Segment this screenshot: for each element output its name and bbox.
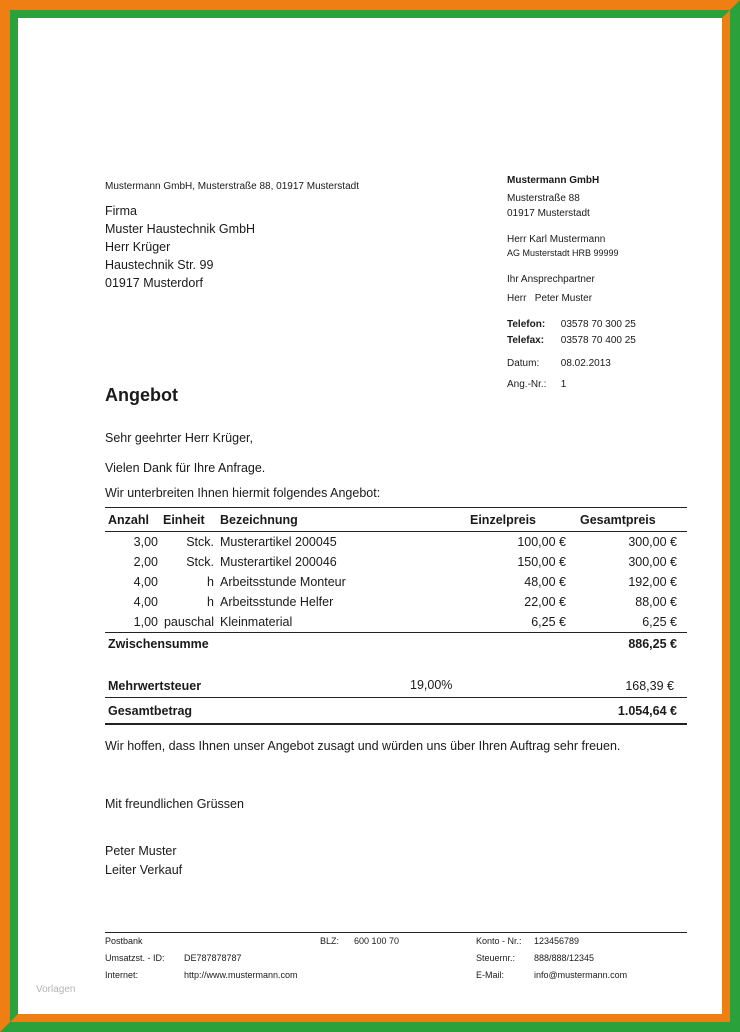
offer-table xyxy=(105,507,687,725)
footer-account-label: Konto - Nr.: xyxy=(476,936,522,946)
offer-number-label: Ang.-Nr.: xyxy=(507,379,547,390)
cell-qty: 1,00 xyxy=(133,615,158,629)
date-value: 08.02.2013 xyxy=(560,358,611,369)
cell-unit: h xyxy=(207,575,214,589)
cell-unit: Stck. xyxy=(186,555,214,569)
cell-qty: 3,00 xyxy=(133,535,158,549)
total-value: 1.054,64 € xyxy=(580,698,687,725)
closing-text: Wir hoffen, dass Ihnen unser Angebot zusagt und würden uns über Ihren Auftrag sehr freuen. xyxy=(105,739,621,753)
vat-row xyxy=(105,675,687,698)
date-row xyxy=(507,358,611,369)
recipient-address xyxy=(105,202,255,292)
vat-rate: 19,00% xyxy=(410,678,453,692)
fax-label: Telefax: xyxy=(507,335,545,346)
cell-qty: 4,00 xyxy=(133,575,158,589)
contact-person xyxy=(507,293,592,304)
footer-blz-label: BLZ: xyxy=(320,936,340,946)
subtotal-label: Zwischensumme xyxy=(105,633,470,655)
company-owner: Herr Karl Mustermann xyxy=(507,234,606,245)
cell-unit-price: 100,00 € xyxy=(517,535,566,549)
header-qty: Anzahl xyxy=(105,508,163,532)
table-row xyxy=(105,532,687,553)
watermark: Vorlagen xyxy=(36,984,76,995)
cell-desc: Musterartikel 200046 xyxy=(220,555,337,569)
cell-unit: h xyxy=(207,595,214,609)
footer-tax-no: 888/888/12345 xyxy=(534,953,595,963)
table-header-row xyxy=(105,508,687,532)
intro-thanks: Vielen Dank für Ihre Anfrage. xyxy=(105,461,266,475)
company-name: Mustermann GmbH xyxy=(507,175,600,186)
cell-unit-price: 22,00 € xyxy=(524,595,566,609)
recipient-line: Firma xyxy=(105,204,137,218)
header-total-price: Gesamtpreis xyxy=(580,508,687,532)
cell-unit: pauschal xyxy=(163,615,214,629)
cell-total: 192,00 € xyxy=(628,575,677,589)
footer-bank: Postbank xyxy=(105,936,143,946)
recipient-line: Muster Haustechnik GmbH xyxy=(105,222,256,236)
cell-total: 88,00 € xyxy=(635,595,677,609)
table-row xyxy=(105,612,687,633)
recipient-line: Haustechnik Str. 99 xyxy=(105,258,214,272)
footer-blz: 600 100 70 xyxy=(354,936,400,946)
company-street: Musterstraße 88 xyxy=(507,193,580,204)
table-row xyxy=(105,552,687,572)
company-register: AG Musterstadt HRB 99999 xyxy=(507,248,619,258)
footer-internet-link[interactable]: http://www.mustermann.com xyxy=(184,970,298,980)
greeting: Sehr geehrter Herr Krüger, xyxy=(105,431,253,445)
offer-number-row xyxy=(507,379,566,390)
cell-total: 300,00 € xyxy=(628,535,677,549)
footer-vat-id-label: Umsatzst. - ID: xyxy=(105,953,165,963)
cell-total: 6,25 € xyxy=(642,615,677,629)
cell-unit-price: 48,00 € xyxy=(524,575,566,589)
intro-offer: Wir unterbreiten Ihnen hiermit folgendes Angebot: xyxy=(105,486,381,500)
sender-line: Mustermann GmbH, Musterstraße 88, 01917 Musterstadt xyxy=(105,181,359,192)
footer-tax-no-label: Steuernr.: xyxy=(476,953,516,963)
footer-email-link[interactable]: info@mustermann.com xyxy=(534,970,628,980)
document-title: Angebot xyxy=(105,385,178,405)
total-row xyxy=(105,698,687,725)
recipient-line: Herr Krüger xyxy=(105,240,171,254)
footer-email-label: E-Mail: xyxy=(476,970,505,980)
cell-qty: 4,00 xyxy=(133,595,158,609)
cell-unit: Stck. xyxy=(186,535,214,549)
table-row xyxy=(105,572,687,592)
phone-row xyxy=(507,319,636,330)
subtotal-row xyxy=(105,633,687,655)
vat-label: Mehrwertsteuer xyxy=(105,675,470,698)
header-unit-price: Einzelpreis xyxy=(470,508,580,532)
footer-vat-id: DE787878787 xyxy=(184,953,242,963)
header-desc: Bezeichnung xyxy=(220,508,470,532)
recipient-line: 01917 Musterdorf xyxy=(105,276,203,290)
footer xyxy=(105,932,687,980)
cell-desc: Arbeitsstunde Monteur xyxy=(220,575,346,589)
vat-value: 168,39 € xyxy=(580,675,687,698)
table-row xyxy=(105,592,687,612)
cell-desc: Arbeitsstunde Helfer xyxy=(220,595,334,609)
cell-unit-price: 150,00 € xyxy=(517,555,566,569)
regards: Mit freundlichen Grüssen xyxy=(105,797,244,811)
fax-value: 03578 70 400 25 xyxy=(560,335,636,346)
total-label: Gesamtbetrag xyxy=(105,698,470,725)
date-label: Datum: xyxy=(507,358,540,369)
cell-qty: 2,00 xyxy=(133,555,158,569)
phone-label: Telefon: xyxy=(507,319,546,330)
cell-desc: Musterartikel 200045 xyxy=(220,535,337,549)
header-unit: Einheit xyxy=(163,508,220,532)
contact-name: Peter Muster xyxy=(534,293,593,304)
signature-role: Leiter Verkauf xyxy=(105,863,183,877)
signature-name: Peter Muster xyxy=(105,844,177,858)
phone-value: 03578 70 300 25 xyxy=(560,319,636,330)
offer-number-value: 1 xyxy=(560,379,567,390)
cell-desc: Kleinmaterial xyxy=(220,615,293,629)
contact-label: Ihr Ansprechpartner xyxy=(507,274,595,285)
fax-row xyxy=(507,335,636,346)
company-city: 01917 Musterstadt xyxy=(507,208,590,219)
footer-internet-label: Internet: xyxy=(105,970,139,980)
subtotal-value: 886,25 € xyxy=(580,633,687,655)
contact-salutation: Herr xyxy=(507,293,527,304)
cell-unit-price: 6,25 € xyxy=(531,615,566,629)
footer-account: 123456789 xyxy=(534,936,580,946)
cell-total: 300,00 € xyxy=(628,555,677,569)
